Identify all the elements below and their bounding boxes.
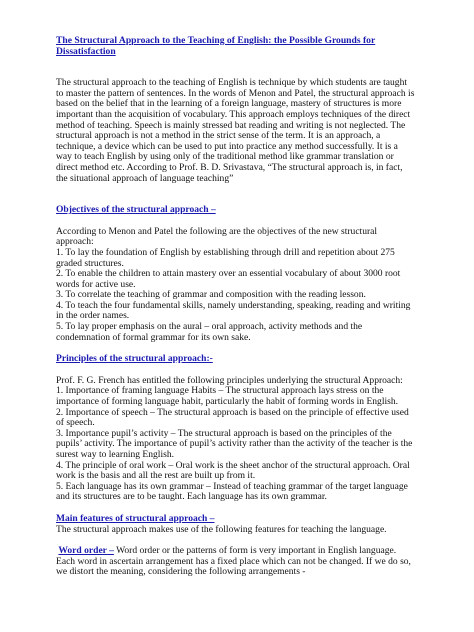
objectives-heading[interactable]: Objectives of the structural approach – (56, 204, 216, 216)
text-line: graded structures. (56, 257, 124, 269)
text-line: condemnation of formal grammar for its own sake. (56, 331, 251, 343)
text-line: 1. To lay the foundation of English by establishing through drill and repetition about 275 (56, 246, 395, 258)
text-line: 1. Importance of framing language Habits – The structural approach lays stress on the (56, 385, 384, 397)
text-line: According to Menon and Patel the following are the objectives of the new structural (56, 225, 378, 237)
text-line: direct method etc. According to Prof. B. D. Srivastava, “The structural approach is, in fact, (56, 161, 403, 173)
text-line: work is the basis and all the rest are built up from it. (56, 470, 256, 482)
word-order-paragraph (56, 546, 420, 578)
text-line: surest way to learning English. (56, 449, 174, 460)
text-line: 4. The principle of oral work – Oral work is the sheet anchor of the structural approach. Oral (56, 459, 410, 471)
text-line: importance of forming language habit, particularly the habit of forming words in English. (56, 396, 399, 408)
intro-paragraph (56, 78, 420, 184)
text-line: pupils’ activity. The importance of pupil’s activity rather than the activity of the teacher is the (56, 438, 413, 450)
text-line: technique, a device which can be used to put into practice any method successfully. It is a (56, 140, 398, 152)
text-line: and its structures are to be taught. Each language has its own grammar. (56, 491, 327, 503)
text-line: structural approach is not a method in the strict sense of the term. It is an approach, a (56, 130, 381, 142)
text-line: 2. Importance of speech – The structural approach is based on the principle of effective used (56, 406, 409, 418)
text-line: we distort the meaning, considering the following arrangements - (56, 566, 306, 578)
text-line: 4. To teach the four fundamental skills, namely understanding, speaking, reading and writing (56, 299, 411, 311)
text-line: 3. To correlate the teaching of grammar and composition with the reading lesson. (56, 289, 366, 301)
text-line: Each word in ascertain arrangement has a fixed place which can not be changed. If we do so, (56, 555, 411, 567)
text-line: approach: (56, 236, 94, 248)
document-page (56, 36, 420, 578)
text-line: 2. To enable the children to attain mastery over an essential vocabulary of about 3000 root (56, 268, 401, 280)
text-line: way to teach English by using only of the traditional method like grammar translation or (56, 151, 394, 163)
text-line: important than the acquisition of vocabulary. This approach employs techniques of the direct (56, 108, 411, 120)
document-title (56, 36, 420, 57)
title-line: The Structural Approach to the Teaching of English: the Possible Grounds for (56, 35, 376, 46)
text-line: 3. Importance pupil’s activity – The structural approach is based on the principles of the (56, 427, 392, 439)
text-line: method of teaching. Speech is mainly stressed bat reading and writing is not neglected. The (56, 119, 406, 131)
objectives-paragraph (56, 227, 420, 344)
text-line: 5. To lay proper emphasis on the aural – oral approach, activity methods and the (56, 321, 363, 333)
word-order-text: Word order or the patterns of form is very important in English language. (113, 545, 397, 557)
text-line: of speech. (56, 417, 95, 429)
text-line: to master the pattern of sentences. In the words of Menon and Patel, the structural approach is (56, 87, 415, 99)
word-order-label[interactable]: Word order – (58, 545, 114, 557)
text-line: 5. Each language has its own grammar – Instead of teaching grammar of the target language (56, 480, 408, 492)
text-line: in the order names. (56, 310, 130, 322)
text-line: Prof. F. G. French has entitled the following principles underlying the structural Approach: (56, 374, 403, 386)
title-line: Dissatisfaction (56, 45, 116, 57)
text-line: based on the belief that in the learning of a foreign language, mastery of structures is more (56, 98, 402, 110)
features-heading[interactable]: Main features of structural approach – (56, 512, 215, 524)
principles-paragraph (56, 376, 420, 503)
text-line: words for active use. (56, 278, 136, 290)
text-line: the situational approach of language teaching” (56, 172, 234, 184)
principles-heading[interactable]: Principles of the structural approach:- (56, 353, 213, 365)
features-intro: The structural approach makes use of the following features for teaching the language. (56, 523, 387, 535)
text-line: The structural approach to the teaching of English is technique by which students are taught (56, 77, 408, 89)
